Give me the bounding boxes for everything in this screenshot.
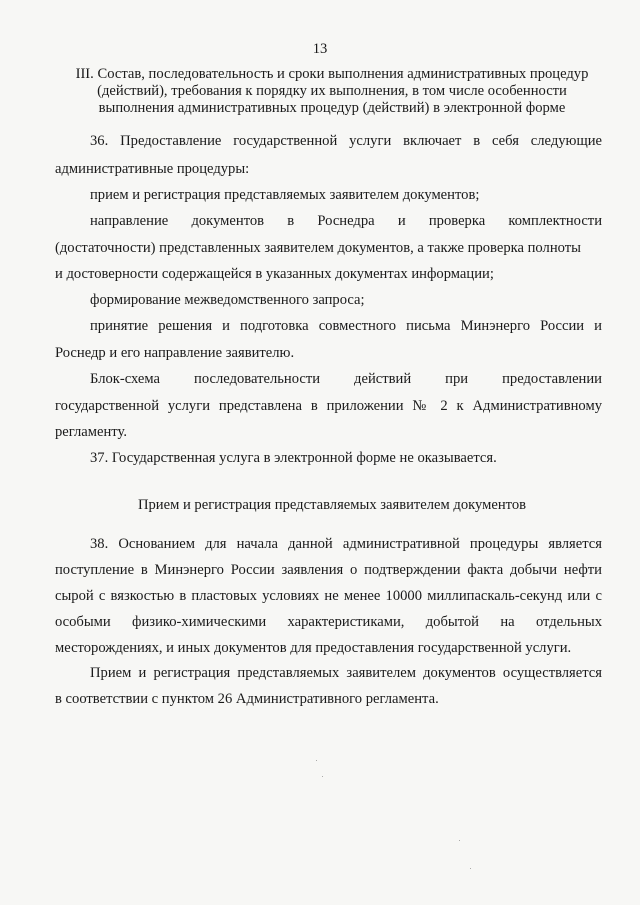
procedure-item-2-line: и достоверности содержащейся в указанных документах информации;: [55, 266, 494, 282]
procedure-item-2-line: направление документов в Роснедра и проверка комплектности: [90, 213, 602, 229]
procedure-item-1: прием и регистрация представляемых заявителем документов;: [90, 187, 480, 203]
paragraph-38-line: 38. Основанием для начала данной административной процедуры является: [90, 536, 602, 552]
flowchart-note-line: регламенту.: [55, 424, 127, 440]
paragraph-38b-line: в соответствии с пунктом 26 Административного регламента.: [55, 691, 439, 707]
procedure-item-4-line: Роснедр и его направление заявителю.: [55, 345, 295, 361]
flowchart-note-line: государственной услуги представлена в приложении № 2 к Административному: [55, 398, 602, 414]
paragraph-37: 37. Государственная услуга в электронной форме не оказывается.: [90, 450, 497, 466]
scan-speck: [470, 868, 471, 869]
procedure-item-3: формирование межведомственного запроса;: [90, 292, 365, 308]
paragraph-38-line: поступление в Минэнерго России заявления о подтверждении факта добычи нефти: [55, 562, 602, 578]
scan-speck: [459, 840, 460, 841]
section-heading-line: III. Состав, последовательность и сроки выполнения административных процедур: [75, 66, 589, 82]
page-number: 13: [312, 41, 328, 57]
paragraph-38-line: сырой с вязкостью в пластовых условиях не менее 10000 миллипаскаль-секунд или с: [55, 588, 602, 604]
procedure-item-2-line: (достаточности) представленных заявителем документов, а также проверка полноты: [55, 240, 581, 256]
procedure-item-4-line: принятие решения и подготовка совместного письма Минэнерго России и: [90, 318, 602, 334]
paragraph-38-line: месторождениях, и иных документов для предоставления государственной услуги.: [55, 640, 572, 656]
flowchart-note-line: Блок-схема последовательности действий при предоставлении: [90, 371, 602, 387]
scan-speck: [322, 776, 323, 777]
subsection-heading: Прием и регистрация представляемых заявителем документов: [137, 497, 527, 513]
paragraph-38-line: особыми физико-химическими характеристиками, добытой на отдельных: [55, 614, 602, 630]
paragraph-36-line: административные процедуры:: [55, 161, 250, 177]
paragraph-36-line: 36. Предоставление государственной услуги включает в себя следующие: [90, 133, 602, 149]
section-heading-line: выполнения административных процедур (действий) в электронной форме: [98, 100, 566, 116]
paragraph-38b-line: Прием и регистрация представляемых заявителем документов осуществляется: [90, 665, 602, 681]
scan-speck: [316, 760, 317, 761]
section-heading-line: (действий), требования к порядку их выполнения, в том числе особенности: [97, 83, 567, 99]
